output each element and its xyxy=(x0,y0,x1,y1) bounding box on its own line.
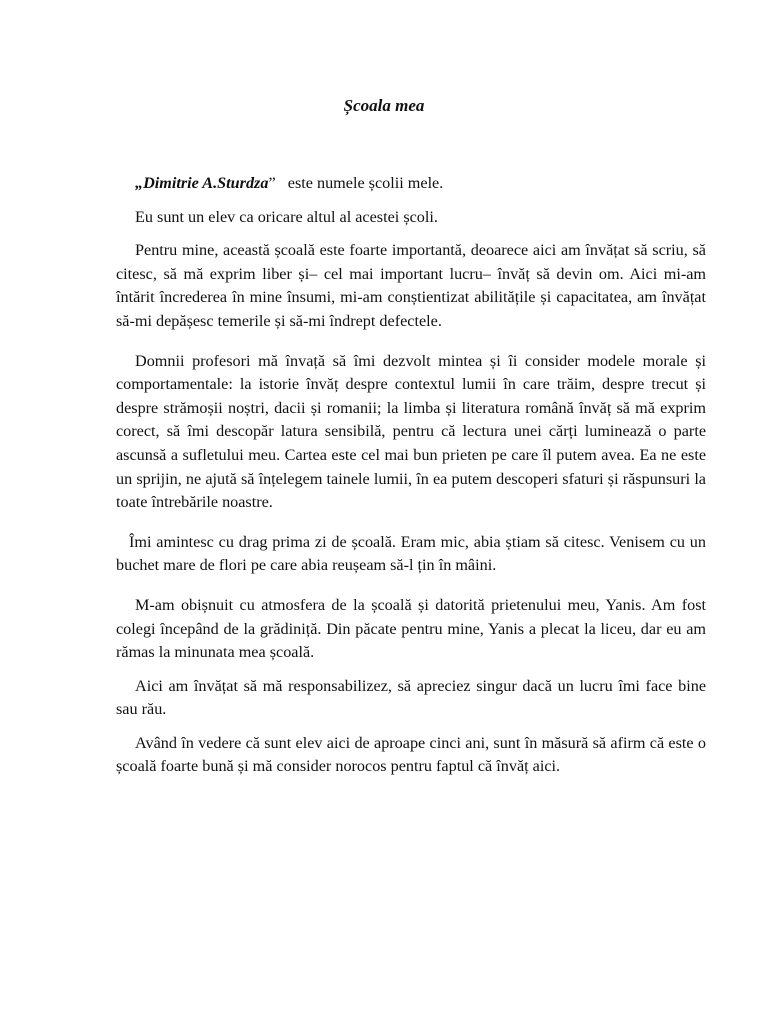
paragraph: Eu sunt un elev ca oricare altul al acestei școli. xyxy=(135,207,438,226)
paragraph-school-name xyxy=(116,172,706,196)
paragraph: M-am obișnuit cu atmosfera de la școală și datorită prietenului meu, Yanis. Am fost colegi începând de la grădiniță. Din păcate pentru mine, Yanis a plecat la liceu, dar eu am rămas la minunata mea școală. xyxy=(116,595,706,662)
document-title: Școala mea xyxy=(343,96,425,115)
school-name-open-quote: „ xyxy=(135,174,144,192)
document-body xyxy=(116,172,706,779)
school-name: Dimitrie A.Sturdza xyxy=(143,174,269,192)
paragraph: Pentru mine, această școală este foarte importantă, deoarece aici am învățat să scriu, să citesc, să mă exprim liber și– cel mai important lucru– învăț să devin om. Aici mi-am întărit încrederea în mine însumi, mi-am conștientizat abilitățile și capacitatea, am învățat să-mi depășesc temerile și să-mi îndrept defectele. xyxy=(116,241,706,330)
school-name-close-quote: ” xyxy=(268,174,276,192)
paragraph: Îmi amintesc cu drag prima zi de școală. Eram mic, abia știam să citesc. Venisem cu un buchet mare de flori pe care abia reușeam să-l țin în mâini. xyxy=(116,532,706,575)
paragraph: Domnii profesori mă învață să îmi dezvolt mintea și îi consider modele morale și comportamentale: la istorie învăț despre contextul lumii în care trăim, despre trecut și despre strămoșii noștri, dacii și romanii; la limba și literatura română învăț să mă exprim corect, să îmi descopăr latura sensibilă, pentru că lectura unei cărți luminează o parte ascunsă a sufletului meu. Cartea este cel mai bun prieten pe care îl putem avea. Ea ne este un sprijin, ne ajută să înțelegem tainele lumii, în ea putem descoperi sfaturi și răspunsuri la toate întrebările noastre. xyxy=(116,351,706,512)
paragraph: Având în vedere că sunt elev aici de aproape cinci ani, sunt în măsură să afirm că este o școală foarte bună și mă consider norocos pentru faptul că învăț aici. xyxy=(116,733,706,776)
paragraph: Aici am învățat să mă responsabilizez, să apreciez singur dacă un lucru îmi face bine sau rău. xyxy=(116,676,706,719)
paragraph-text: este numele școlii mele. xyxy=(275,174,444,192)
